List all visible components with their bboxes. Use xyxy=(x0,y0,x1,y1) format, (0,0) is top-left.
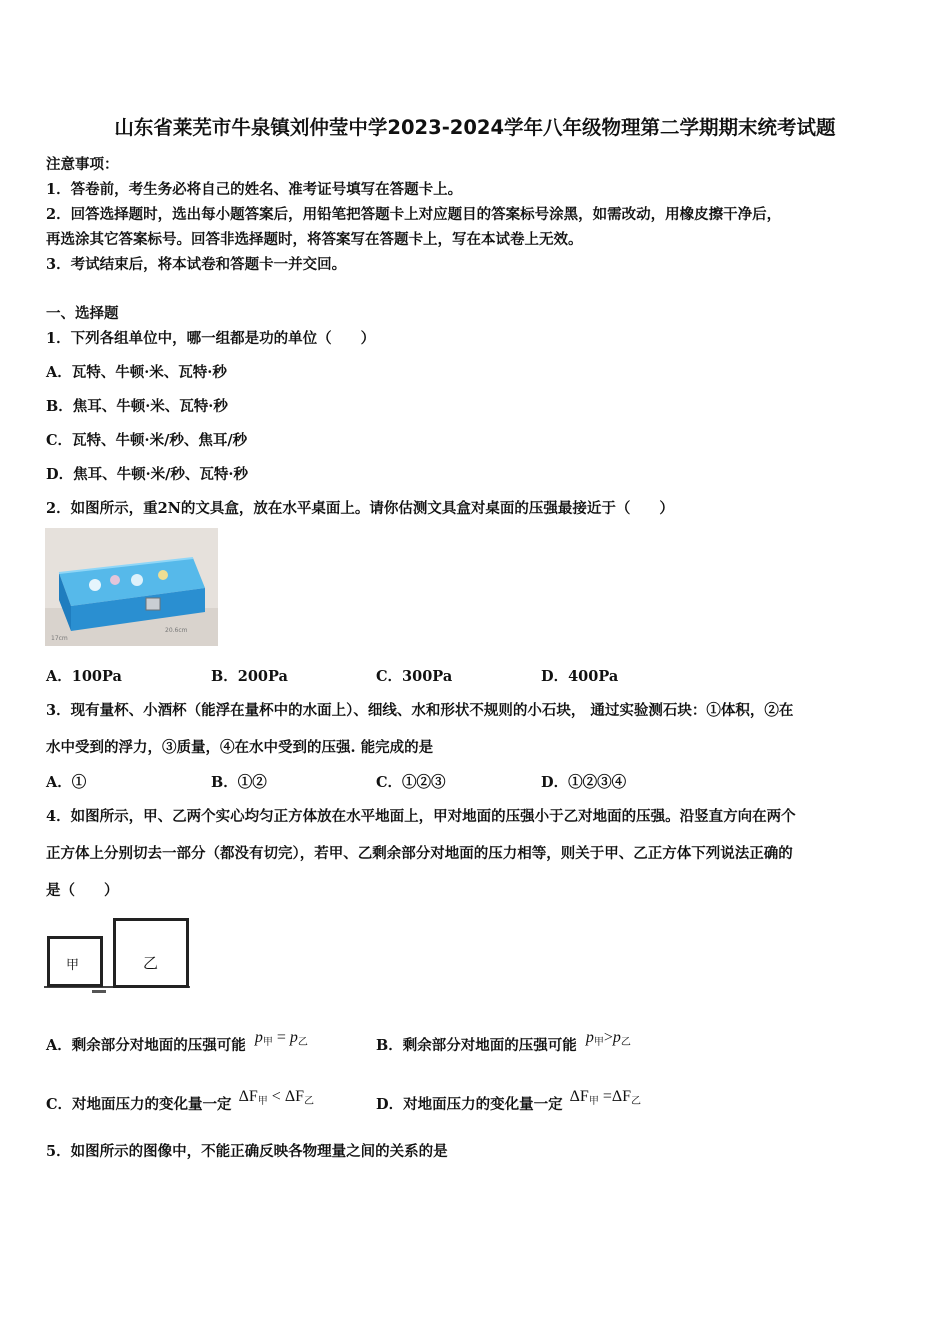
q3-option-d: D．①②③④ xyxy=(541,774,627,791)
page-title: 山东省莱芜市牛泉镇刘仲莹中学2023-2024学年八年级物理第二学期期末统考试题 xyxy=(114,116,836,139)
notice-item: 3．考试结束后，将本试卷和答题卡一并交回。 xyxy=(46,256,347,273)
pencil-box-dimension: 17cm xyxy=(51,635,68,642)
q5-stem: 5．如图所示的图像中，不能正确反映各物理量之间的关系的是 xyxy=(46,1143,448,1160)
q2-option-d: D．400Pa xyxy=(541,668,619,685)
cube-yi-label: 乙 xyxy=(143,954,159,972)
q4-option-c xyxy=(46,1088,315,1115)
q3-option-c: C．①②③ xyxy=(376,774,446,791)
q4-option-a-formula: $p_甲 = p_乙$ xyxy=(254,1029,308,1048)
q4-option-c-text: C．对地面压力的变化量一定 xyxy=(46,1096,232,1113)
section-heading: 一、选择题 xyxy=(46,305,119,322)
q3-stem-line: 3．现有量杯、小酒杯（能浮在量杯中的水面上）、细线、水和形状不规则的小石块， 通过实验测石块：①体积，②在 xyxy=(46,702,794,719)
notice-item: 再选涂其它答案标号。回答非选择题时，将答案写在答题卡上，写在本试卷上无效。 xyxy=(46,231,583,248)
pencil-box-dimension: 20.6cm xyxy=(165,627,188,634)
q1-option-b: B．焦耳、牛顿·米、瓦特·秒 xyxy=(46,398,228,415)
notice-heading: 注意事项： xyxy=(46,156,119,173)
q2-option-c: C．300Pa xyxy=(376,668,453,685)
q2-option-a: A．100Pa xyxy=(46,668,122,685)
cube-jia-label: 甲 xyxy=(66,958,80,973)
q1-option-c: C．瓦特、牛顿·米/秒、焦耳/秒 xyxy=(46,432,248,449)
q4-stem-line: 是（ ） xyxy=(46,882,119,899)
q4-option-b-text: B．剩余部分对地面的压强可能 xyxy=(376,1037,577,1054)
q4-option-b xyxy=(376,1029,631,1056)
q4-option-d-formula: $\Delta F_甲 =\Delta F_乙$ xyxy=(569,1088,642,1107)
ground-mark xyxy=(92,990,106,993)
q3-stem-line: 水中受到的浮力，③质量，④在水中受到的压强. 能完成的是 xyxy=(46,739,434,756)
q3-option-a: A．① xyxy=(46,774,87,791)
notice-item: 1．答卷前，考生务必将自己的姓名、准考证号填写在答题卡上。 xyxy=(46,181,463,198)
q2-option-b: B．200Pa xyxy=(211,668,288,685)
q1-option-d: D．焦耳、牛顿·米/秒、瓦特·秒 xyxy=(46,466,248,483)
q4-option-d-text: D．对地面压力的变化量一定 xyxy=(376,1096,563,1113)
notice-item: 2．回答选择题时，选出每小题答案后，用铅笔把答题卡上对应题目的答案标号涂黑，如需改动，用橡皮擦干净后， xyxy=(46,206,782,223)
q4-option-a-text: A．剩余部分对地面的压强可能 xyxy=(46,1037,246,1054)
q4-option-c-formula: $\Delta F_甲 < \Delta F_乙$ xyxy=(238,1088,315,1107)
q4-option-a xyxy=(46,1029,308,1056)
q1-option-a: A．瓦特、牛顿·米、瓦特·秒 xyxy=(46,364,227,381)
q4-stem-line: 正方体上分别切去一部分（都没有切完），若甲、乙剩余部分对地面的压力相等，则关于甲、乙正方体下列说法正确的 xyxy=(46,845,793,862)
q4-option-b-formula: $p_甲>p_乙$ xyxy=(585,1029,631,1048)
q4-option-d xyxy=(376,1088,642,1115)
q1-stem: 1．下列各组单位中，哪一组都是功的单位（ ） xyxy=(46,330,376,347)
q2-stem: 2．如图所示，重2N的文具盒，放在水平桌面上。请你估测文具盒对桌面的压强最接近于（ ） xyxy=(46,500,674,517)
pencil-box-image xyxy=(45,528,218,646)
q3-option-b: B．①② xyxy=(211,774,267,791)
q4-stem-line: 4．如图所示，甲、乙两个实心均匀正方体放在水平地面上，甲对地面的压强小于乙对地面的压强。沿竖直方向在两个 xyxy=(46,808,796,825)
